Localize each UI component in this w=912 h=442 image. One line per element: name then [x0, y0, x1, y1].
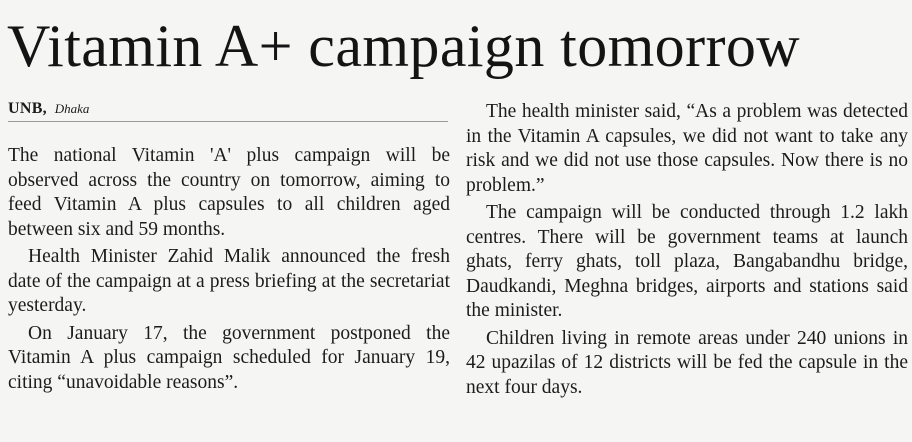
right-paragraph-3: Children living in remote areas under 240 unions in 42 upazilas of 12 districts will be fed the capsule in the next four days.: [466, 327, 908, 398]
right-column: [466, 100, 908, 403]
right-paragraph-1: The health minister said, “As a problem was detected in the Vitamin A capsules, we did not want to take any risk and we did not use those capsules. Now there is no problem.”: [466, 101, 908, 196]
left-paragraph-3: On January 17, the government postponed the Vitamin A plus campaign scheduled for January 19, citing “unavoidable reasons”.: [8, 322, 450, 393]
byline: [8, 99, 448, 122]
headline: Vitamin A+ campaign tomorrow: [7, 13, 800, 79]
left-paragraph-1: The national Vitamin 'A' plus campaign will be observed across the country on tomorrow, aiming to feed Vitamin A plus capsules to all children aged between six and 59 months.: [8, 145, 450, 240]
right-paragraph-2: The campaign will be conducted through 1.2 lakh centres. There will be government teams at launch ghats, ferry ghats, toll plaza, Bangabandhu bridge, Daudkandi, Meghna bridges, airports and stations said the minister.: [466, 202, 908, 321]
byline-city: Dhaka: [54, 101, 90, 116]
left-column: [8, 144, 450, 398]
byline-agency: UNB,: [8, 100, 47, 117]
left-paragraph-2: Health Minister Zahid Malik announced the fresh date of the campaign at a press briefing at the secretariat yesterday.: [8, 246, 450, 316]
